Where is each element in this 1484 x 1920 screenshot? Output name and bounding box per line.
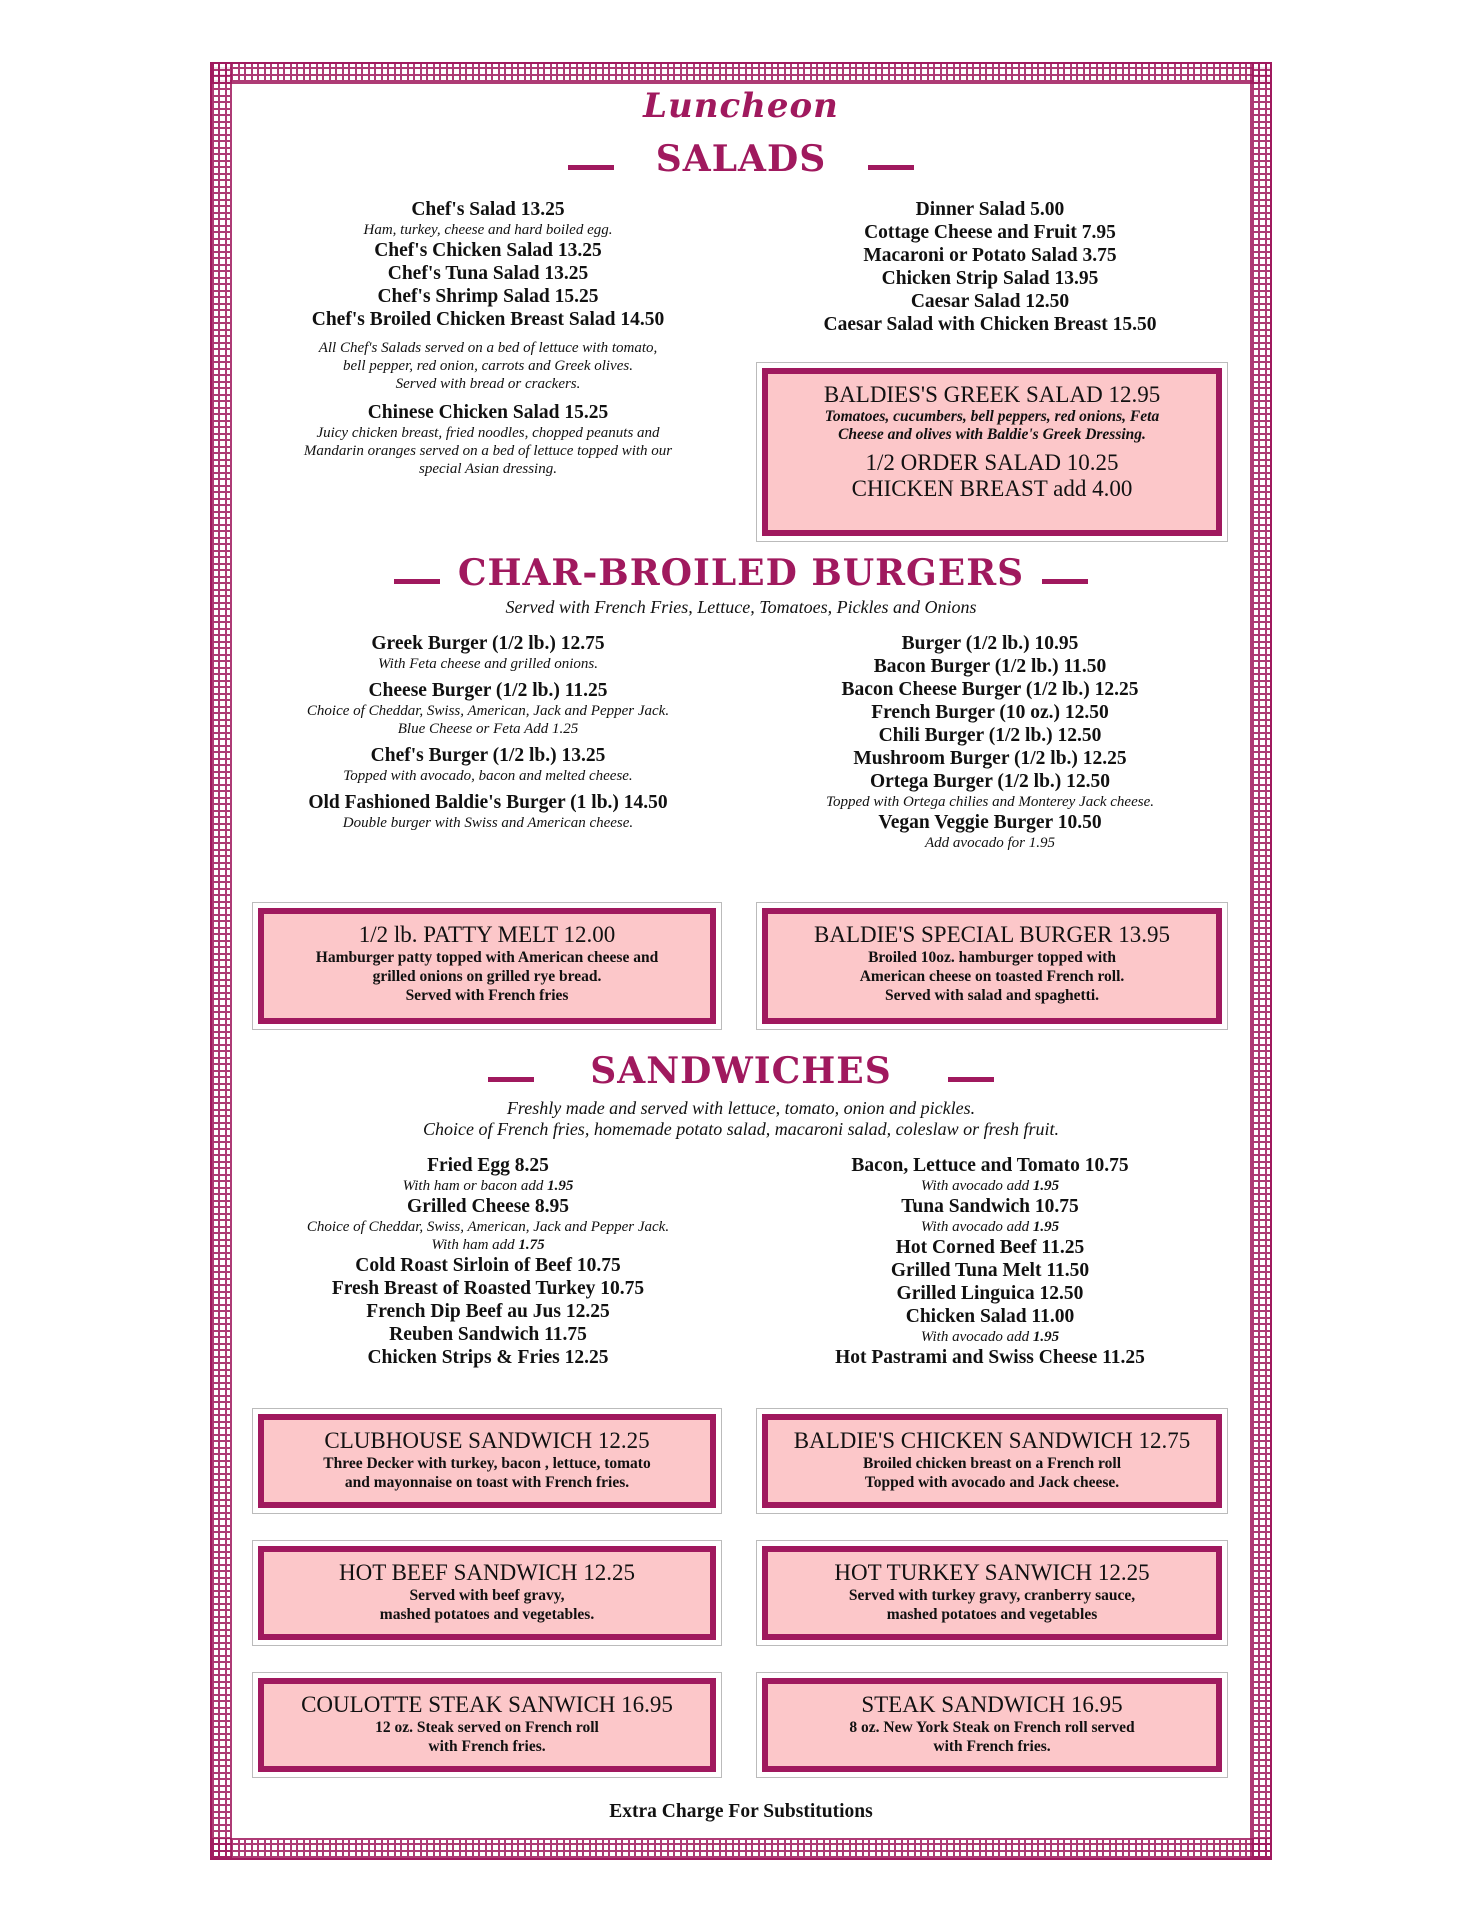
menu-item: Vegan Veggie Burger 10.50	[878, 812, 1102, 833]
menu-item-desc: Double burger with Swiss and American cheese.	[342, 815, 634, 831]
menu-item-desc: With avocado add 1.95	[920, 1178, 1060, 1194]
menu-item: Hot Pastrami and Swiss Cheese 11.25	[835, 1347, 1145, 1368]
salads-right-column	[760, 198, 1220, 336]
menu-item-desc: With Feta cheese and grilled onions.	[378, 656, 598, 672]
menu-item: French Dip Beef au Jus 12.25	[366, 1301, 610, 1322]
box-title: 1/2 lb. PATTY MELT 12.00	[358, 922, 616, 947]
box-desc: Broiled chicken breast on a French roll	[862, 1455, 1122, 1472]
menu-item: Burger (1/2 lb.) 10.95	[901, 633, 1079, 654]
salads-heading: SALADS	[655, 138, 827, 180]
sandwiches-heading: SANDWICHES	[590, 1050, 892, 1092]
menu-item: Cottage Cheese and Fruit 7.95	[864, 222, 1116, 243]
menu-item: Cheese Burger (1/2 lb.) 11.25	[368, 680, 608, 701]
menu-item: Reuben Sandwich 11.75	[389, 1324, 587, 1345]
sandwiches-right-column	[760, 1154, 1220, 1369]
menu-item: Chef's Chicken Salad 13.25	[374, 240, 602, 261]
greek-salad-box	[756, 362, 1228, 542]
salads-left-column	[248, 198, 728, 478]
box-desc: grilled onions on grilled rye bread.	[372, 968, 602, 985]
chef-salads-note: All Chef's Salads served on a bed of lettuce with tomato,	[318, 340, 658, 356]
coulotte-steak-box	[252, 1672, 722, 1778]
menu-item-desc: With ham add 1.75	[431, 1237, 545, 1253]
sandwiches-heading-row	[210, 1050, 1272, 1092]
menu-item: Ortega Burger (1/2 lb.) 12.50	[869, 771, 1111, 792]
menu-item: French Burger (10 oz.) 12.50	[871, 702, 1109, 723]
box-desc: mashed potatoes and vegetables	[886, 1606, 1098, 1623]
menu-item: Tuna Sandwich 10.75	[901, 1196, 1079, 1217]
menu-item: Macaroni or Potato Salad 3.75	[863, 245, 1117, 266]
menu-item: Chef's Salad 13.25	[411, 199, 565, 220]
menu-item: Cold Roast Sirloin of Beef 10.75	[355, 1255, 621, 1276]
menu-item-desc: Juicy chicken breast, fried noodles, chopped peanuts and	[316, 425, 660, 441]
greek-key-border-right	[1250, 64, 1270, 1858]
menu-item: Grilled Tuna Melt 11.50	[890, 1260, 1090, 1281]
box-desc: 12 oz. Steak served on French roll	[375, 1719, 599, 1736]
box-desc: Cheese and olives with Baldie's Greek Dressing.	[838, 426, 1146, 443]
heading-dash	[488, 1077, 534, 1082]
menu-item: Bacon Cheese Burger (1/2 lb.) 12.25	[841, 679, 1139, 700]
menu-item-desc: Choice of Cheddar, Swiss, American, Jack and Pepper Jack.	[306, 1219, 670, 1235]
menu-item: Old Fashioned Baldie's Burger (1 lb.) 14.50	[308, 792, 668, 813]
menu-item-desc: Choice of Cheddar, Swiss, American, Jack and Pepper Jack.	[306, 703, 670, 719]
hot-turkey-box	[756, 1540, 1228, 1646]
box-title: COULOTTE STEAK SANWICH 16.95	[301, 1692, 673, 1717]
burgers-heading: CHAR-BROILED BURGERS	[457, 552, 1025, 594]
menu-item: Grilled Cheese 8.95	[407, 1196, 569, 1217]
greek-key-border-top	[212, 64, 1270, 84]
burgers-heading-row	[210, 552, 1272, 594]
clubhouse-box	[252, 1408, 722, 1514]
box-desc: Served with salad and spaghetti.	[884, 987, 1100, 1004]
menu-item-desc: With avocado add 1.95	[920, 1329, 1060, 1345]
burgers-right-column	[760, 632, 1220, 852]
menu-item: Chef's Burger (1/2 lb.) 13.25	[370, 745, 606, 766]
menu-item: Greek Burger (1/2 lb.) 12.75	[371, 633, 605, 654]
sandwiches-subtitle: Freshly made and served with lettuce, tomato, onion and pickles.	[506, 1098, 976, 1118]
box-desc: with French fries.	[428, 1738, 546, 1755]
box-title: BALDIE'S CHICKEN SANDWICH 12.75	[793, 1428, 1191, 1453]
box-desc: Served with French fries	[405, 987, 569, 1004]
menu-item-desc: special Asian dressing.	[419, 461, 557, 477]
box-desc: Hamburger patty topped with American cheese and	[315, 949, 659, 966]
menu-item: Chef's Broiled Chicken Breast Salad 14.50	[311, 309, 665, 330]
menu-item: Chinese Chicken Salad 15.25	[367, 402, 609, 423]
box-desc: Served with beef gravy,	[409, 1587, 565, 1604]
patty-melt-box	[252, 902, 722, 1030]
menu-item-desc: Blue Cheese or Feta Add 1.25	[397, 721, 579, 737]
menu-item: Hot Corned Beef 11.25	[895, 1237, 1085, 1258]
menu-item-desc: With avocado add 1.95	[920, 1219, 1060, 1235]
menu-item: Bacon Burger (1/2 lb.) 11.50	[873, 656, 1107, 677]
box-title: HOT BEEF SANDWICH 12.25	[338, 1560, 636, 1585]
box-desc: with French fries.	[933, 1738, 1051, 1755]
menu-item-desc: Topped with Ortega chilies and Monterey Jack cheese.	[826, 794, 1154, 810]
burgers-subtitle: Served with French Fries, Lettuce, Tomatoes, Pickles and Onions	[505, 597, 977, 617]
box-desc: American cheese on toasted French roll.	[859, 968, 1125, 985]
menu-item: Caesar Salad with Chicken Breast 15.50	[823, 314, 1157, 335]
heading-dash	[568, 165, 614, 170]
chef-salads-note: bell pepper, red onion, carrots and Greek olives.	[343, 358, 633, 374]
box-desc: and mayonnaise on toast with French fries.	[344, 1474, 630, 1491]
menu-item: Caesar Salad 12.50	[910, 291, 1070, 312]
chicken-breast-line: CHICKEN BREAST add 4.00	[851, 476, 1133, 501]
footer-note: Extra Charge For Substitutions	[609, 1801, 873, 1822]
menu-item: Fried Egg 8.25	[427, 1155, 549, 1176]
greek-key-border-left	[212, 64, 232, 1858]
heading-dash	[394, 579, 440, 584]
menu-item: Chicken Salad 11.00	[905, 1306, 1075, 1327]
steak-sandwich-box	[756, 1672, 1228, 1778]
menu-item: Dinner Salad 5.00	[915, 199, 1065, 220]
menu-item: Mushroom Burger (1/2 lb.) 12.25	[853, 748, 1127, 769]
menu-item-desc: Ham, turkey, cheese and hard boiled egg.	[363, 222, 613, 238]
menu-item: Chef's Shrimp Salad 15.25	[377, 286, 599, 307]
box-desc: 8 oz. New York Steak on French roll served	[849, 1719, 1135, 1736]
box-desc: Topped with avocado and Jack cheese.	[864, 1474, 1120, 1491]
box-title: HOT TURKEY SANWICH 12.25	[834, 1560, 1150, 1585]
menu-item: Chili Burger (1/2 lb.) 12.50	[878, 725, 1102, 746]
menu-item-desc: With ham or bacon add 1.95	[402, 1178, 574, 1194]
greek-key-border-bottom	[212, 1838, 1270, 1858]
special-burger-box	[756, 902, 1228, 1030]
menu-item: Grilled Linguica 12.50	[896, 1283, 1084, 1304]
chicken-sandwich-box	[756, 1408, 1228, 1514]
sandwiches-left-column	[248, 1154, 728, 1369]
menu-item: Bacon, Lettuce and Tomato 10.75	[851, 1155, 1129, 1176]
box-title: STEAK SANDWICH 16.95	[861, 1692, 1123, 1717]
chef-salads-note: Served with bread or crackers.	[395, 376, 581, 392]
box-desc: Tomatoes, cucumbers, bell peppers, red onions, Feta	[824, 408, 1160, 425]
half-order-line: 1/2 ORDER SALAD 10.25	[865, 450, 1119, 475]
heading-dash	[1042, 579, 1088, 584]
salads-heading-row	[210, 138, 1272, 180]
burgers-left-column	[248, 632, 728, 832]
menu-item: Chicken Strip Salad 13.95	[881, 268, 1099, 289]
menu-item: Chef's Tuna Salad 13.25	[387, 263, 589, 284]
page-title: Luncheon	[643, 86, 839, 126]
menu-item-desc: Mandarin oranges served on a bed of lettuce topped with our	[303, 443, 673, 459]
menu-item-desc: Add avocado for 1.95	[925, 835, 1055, 851]
box-desc: Three Decker with turkey, bacon , lettuce, tomato	[323, 1455, 651, 1472]
box-title: BALDIES'S GREEK SALAD 12.95	[823, 382, 1161, 407]
box-desc: mashed potatoes and vegetables.	[379, 1606, 595, 1623]
box-desc: Broiled 10oz. hamburger topped with	[868, 949, 1116, 966]
menu-item-desc: Topped with avocado, bacon and melted cheese.	[343, 768, 633, 784]
menu-item: Fresh Breast of Roasted Turkey 10.75	[331, 1278, 645, 1299]
hot-beef-box	[252, 1540, 722, 1646]
heading-dash	[868, 165, 914, 170]
box-title: BALDIE'S SPECIAL BURGER 13.95	[814, 922, 1170, 947]
menu-item: Chicken Strips & Fries 12.25	[367, 1347, 609, 1368]
box-desc: Served with turkey gravy, cranberry sauce,	[848, 1587, 1136, 1604]
heading-dash	[948, 1077, 994, 1082]
sandwiches-subtitle: Choice of French fries, homemade potato salad, macaroni salad, coleslaw or fresh fruit.	[423, 1119, 1059, 1139]
box-title: CLUBHOUSE SANDWICH 12.25	[324, 1428, 650, 1453]
